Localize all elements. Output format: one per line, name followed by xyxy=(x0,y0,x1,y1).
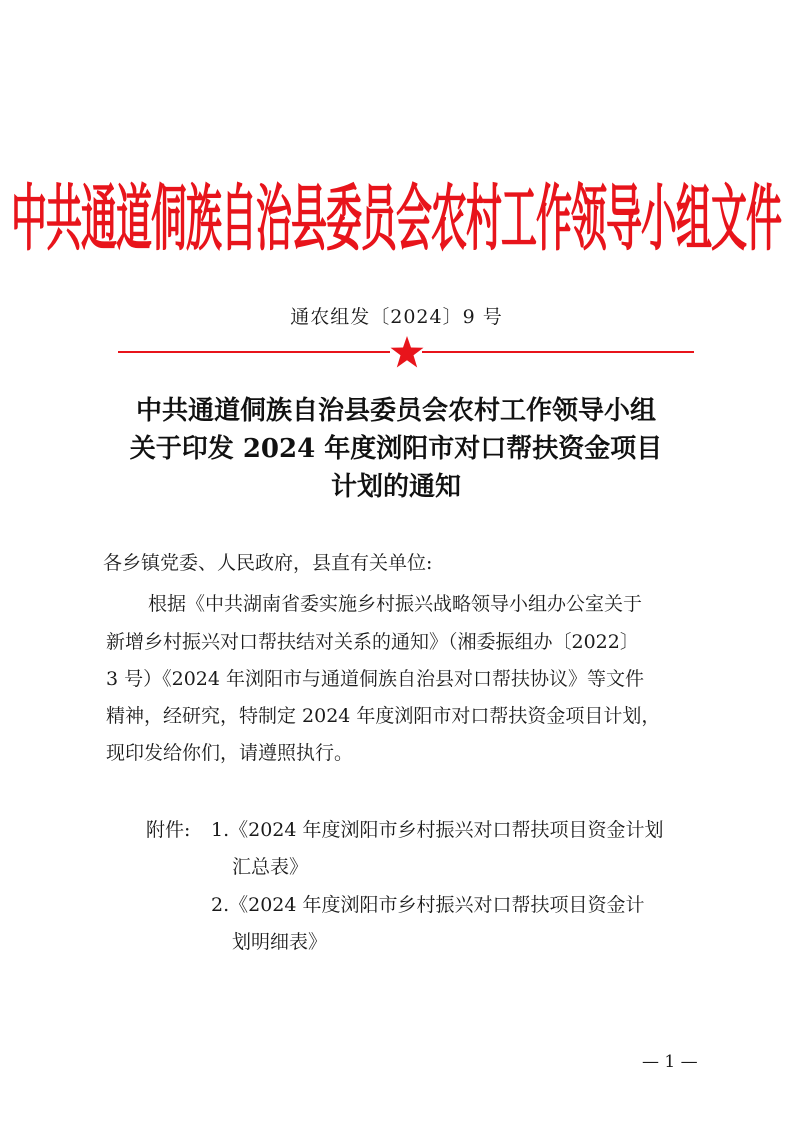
letterhead-title: 中共通道侗族自治县委员会农村工作领导小组文件 xyxy=(11,177,782,261)
notice-title-line-1: 中共通道侗族自治县委员会农村工作领导小组 xyxy=(135,396,656,426)
body-paragraph-line: 3 号）《2024 年浏阳市与通道侗族自治县对口帮扶协议》等文件 xyxy=(106,668,645,690)
document-number: 通农组发〔2024〕9 号 xyxy=(290,306,503,328)
salutation: 各乡镇党委、人民政府，县直有关单位: xyxy=(103,552,433,574)
star-icon xyxy=(390,336,424,368)
notice-title-line-2: 关于印发 2024 年度浏阳市对口帮扶资金项目 xyxy=(129,434,663,464)
divider-line-right xyxy=(422,351,694,353)
divider-line-left xyxy=(118,351,390,353)
body-paragraph-line: 新增乡村振兴对口帮扶结对关系的通知》（湘委振组办〔2022〕 xyxy=(106,631,639,653)
attachment-item-2: 2.《2024 年度浏阳市乡村振兴对口帮扶项目资金计 xyxy=(211,894,645,916)
body-paragraph-line: 现印发给你们，请遵照执行。 xyxy=(106,742,354,764)
attachment-item-1-cont: 汇总表》 xyxy=(232,856,309,878)
attachment-item-2-cont: 划明细表》 xyxy=(232,931,328,953)
notice-title-line-3: 计划的通知 xyxy=(330,472,461,502)
red-divider xyxy=(118,337,694,367)
body-paragraph-line: 根据《中共湖南省委实施乡村振兴战略领导小组办公室关于 xyxy=(148,593,643,615)
red-letterhead xyxy=(11,168,782,261)
body-paragraph-line: 精神，经研究，特制定 2024 年度浏阳市对口帮扶资金项目计划， xyxy=(106,705,661,727)
page-number: — 1 — xyxy=(642,1052,698,1072)
attachment-item-1: 1.《2024 年度浏阳市乡村振兴对口帮扶项目资金计划 xyxy=(211,819,664,841)
attachments-label: 附件: xyxy=(146,819,191,841)
